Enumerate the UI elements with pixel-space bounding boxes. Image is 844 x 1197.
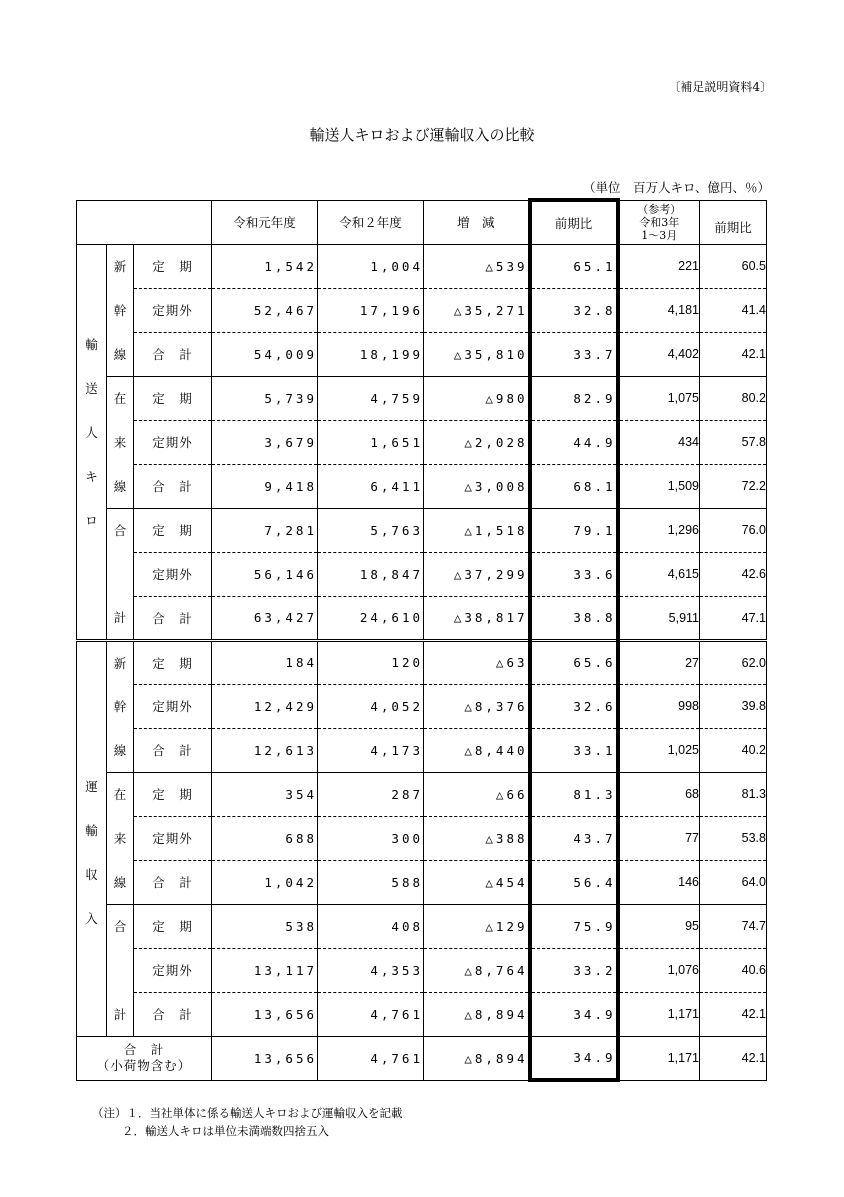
total-cell-r: 34.9: [530, 1036, 618, 1080]
cell-v2: 5,763: [318, 508, 424, 552]
cell-d: △8,440: [424, 728, 530, 772]
side-char: 収: [85, 866, 98, 882]
group-label: 線: [107, 728, 134, 772]
group-label: 線: [107, 860, 134, 904]
cell-d: △980: [424, 376, 530, 420]
cell-d: △2,028: [424, 420, 530, 464]
cell-qr: 39.8: [700, 684, 767, 728]
header-reference-title: （参考）: [637, 202, 682, 216]
cell-q: 1,171: [618, 992, 700, 1036]
cell-qr: 80.2: [700, 376, 767, 420]
side-char: 運: [85, 778, 98, 794]
cell-qr: 42.1: [700, 332, 767, 376]
group-label: [107, 552, 134, 596]
cell-r: 38.8: [530, 596, 618, 640]
cell-r: 32.6: [530, 684, 618, 728]
total-cell-v1: 13,656: [212, 1036, 318, 1080]
table-row: [77, 992, 767, 1036]
table-row: [77, 728, 767, 772]
cell-v1: 9,418: [212, 464, 318, 508]
cell-q: 27: [618, 640, 700, 684]
header-row: [77, 200, 767, 244]
total-label-main: 合 計: [123, 1042, 165, 1057]
cell-v2: 120: [318, 640, 424, 684]
cell-d: △35,271: [424, 288, 530, 332]
cell-r: 68.1: [530, 464, 618, 508]
cell-v1: 1,042: [212, 860, 318, 904]
row-label: 定 期: [134, 508, 212, 552]
total-label-sub: （小荷物含む）: [96, 1058, 192, 1073]
cell-v1: 52,467: [212, 288, 318, 332]
side-char: 輸: [85, 822, 98, 838]
row-label: 合 計: [134, 596, 212, 640]
total-cell-v2: 4,761: [318, 1036, 424, 1080]
cell-v1: 63,427: [212, 596, 318, 640]
table-row: [77, 508, 767, 552]
row-label: 定期外: [134, 948, 212, 992]
side-char: 送: [85, 380, 98, 396]
cell-d: △388: [424, 816, 530, 860]
cell-v2: 1,004: [318, 244, 424, 288]
header-reference-ratio: 前期比: [700, 200, 767, 244]
cell-qr: 74.7: [700, 904, 767, 948]
row-label: 定 期: [134, 376, 212, 420]
cell-q: 95: [618, 904, 700, 948]
cell-qr: 47.1: [700, 596, 767, 640]
table-row: [77, 596, 767, 640]
table-row: [77, 244, 767, 288]
group-label: 来: [107, 816, 134, 860]
row-label: 定 期: [134, 244, 212, 288]
cell-v2: 4,759: [318, 376, 424, 420]
cell-v2: 1,651: [318, 420, 424, 464]
header-fy2020: 令和２年度: [318, 200, 424, 244]
side-char: 輸: [85, 336, 98, 352]
group-label: 線: [107, 464, 134, 508]
cell-v2: 18,847: [318, 552, 424, 596]
cell-r: 33.2: [530, 948, 618, 992]
notes: [92, 1104, 403, 1140]
table-row: [77, 552, 767, 596]
cell-qr: 62.0: [700, 640, 767, 684]
total-label: [77, 1036, 212, 1080]
row-label: 合 計: [134, 860, 212, 904]
table-row: [77, 684, 767, 728]
cell-v2: 300: [318, 816, 424, 860]
passenger_km-side-label: [77, 244, 107, 640]
cell-d: △38,817: [424, 596, 530, 640]
table-row: [77, 640, 767, 684]
row-label: 定期外: [134, 420, 212, 464]
group-label: 合: [107, 904, 134, 948]
revenue-side-chars: [77, 642, 106, 953]
cell-d: △66: [424, 772, 530, 816]
cell-qr: 72.2: [700, 464, 767, 508]
cell-q: 1,296: [618, 508, 700, 552]
cell-qr: 41.4: [700, 288, 767, 332]
cell-d: △35,810: [424, 332, 530, 376]
group-label: 幹: [107, 684, 134, 728]
table-row: [77, 860, 767, 904]
cell-v2: 17,196: [318, 288, 424, 332]
cell-r: 43.7: [530, 816, 618, 860]
table-row: [77, 816, 767, 860]
cell-q: 4,402: [618, 332, 700, 376]
cell-r: 75.9: [530, 904, 618, 948]
header-change: 増 減: [424, 200, 530, 244]
cell-q: 4,615: [618, 552, 700, 596]
cell-d: △63: [424, 640, 530, 684]
header-blank: [77, 200, 212, 244]
cell-q: 68: [618, 772, 700, 816]
cell-d: △3,008: [424, 464, 530, 508]
cell-v1: 13,656: [212, 992, 318, 1036]
cell-v2: 4,761: [318, 992, 424, 1036]
cell-qr: 60.5: [700, 244, 767, 288]
cell-qr: 57.8: [700, 420, 767, 464]
cell-v1: 54,009: [212, 332, 318, 376]
cell-v2: 18,199: [318, 332, 424, 376]
cell-d: △37,299: [424, 552, 530, 596]
cell-v1: 1,542: [212, 244, 318, 288]
cell-d: △454: [424, 860, 530, 904]
group-label: 新: [107, 244, 134, 288]
cell-r: 65.1: [530, 244, 618, 288]
cell-q: 5,911: [618, 596, 700, 640]
row-label: 合 計: [134, 332, 212, 376]
row-label: 定期外: [134, 552, 212, 596]
passenger_km-side-chars: [77, 245, 106, 555]
group-label: 来: [107, 420, 134, 464]
cell-r: 65.6: [530, 640, 618, 684]
cell-v1: 12,613: [212, 728, 318, 772]
cell-qr: 64.0: [700, 860, 767, 904]
cell-d: △8,376: [424, 684, 530, 728]
cell-r: 32.8: [530, 288, 618, 332]
cell-q: 146: [618, 860, 700, 904]
header-reference: [618, 200, 700, 244]
cell-q: 4,181: [618, 288, 700, 332]
header-ratio: 前期比: [530, 200, 618, 244]
cell-qr: 53.8: [700, 816, 767, 860]
cell-q: 77: [618, 816, 700, 860]
cell-qr: 76.0: [700, 508, 767, 552]
header-reference-period: 1～3月: [641, 228, 678, 242]
cell-v2: 6,411: [318, 464, 424, 508]
cell-v1: 3,679: [212, 420, 318, 464]
cell-v2: 4,353: [318, 948, 424, 992]
cell-d: △1,518: [424, 508, 530, 552]
row-label: 定期外: [134, 684, 212, 728]
cell-r: 81.3: [530, 772, 618, 816]
side-char: 入: [85, 910, 98, 926]
cell-q: 998: [618, 684, 700, 728]
group-label: 幹: [107, 288, 134, 332]
header-reference-year: 令和3年: [639, 215, 680, 229]
cell-r: 79.1: [530, 508, 618, 552]
row-label: 定期外: [134, 288, 212, 332]
group-label: 合: [107, 508, 134, 552]
cell-q: 434: [618, 420, 700, 464]
cell-q: 221: [618, 244, 700, 288]
page-title: 輸送人キロおよび運輸収入の比較: [309, 126, 535, 144]
cell-q: 1,075: [618, 376, 700, 420]
cell-v1: 12,429: [212, 684, 318, 728]
cell-v2: 24,610: [318, 596, 424, 640]
cell-v1: 5,739: [212, 376, 318, 420]
group-label: 計: [107, 596, 134, 640]
table-row: [77, 288, 767, 332]
table-row: [77, 904, 767, 948]
cell-v2: 408: [318, 904, 424, 948]
cell-r: 56.4: [530, 860, 618, 904]
total-cell-qr: 42.1: [700, 1036, 767, 1080]
cell-v1: 13,117: [212, 948, 318, 992]
cell-qr: 42.1: [700, 992, 767, 1036]
table-row: [77, 948, 767, 992]
row-label: 合 計: [134, 728, 212, 772]
cell-d: △8,894: [424, 992, 530, 1036]
cell-v1: 7,281: [212, 508, 318, 552]
unit-label: （単位 百万人キロ、億円、％）: [582, 180, 770, 195]
cell-d: △8,764: [424, 948, 530, 992]
group-label: [107, 948, 134, 992]
table-row: [77, 376, 767, 420]
cell-qr: 42.6: [700, 552, 767, 596]
cell-r: 33.6: [530, 552, 618, 596]
note-2: ２．輸送人キロは単位未満端数四捨五入: [122, 1124, 329, 1138]
cell-qr: 81.3: [700, 772, 767, 816]
cell-v1: 688: [212, 816, 318, 860]
side-char: キ: [85, 468, 98, 484]
revenue-side-label: [77, 640, 107, 1036]
cell-r: 33.7: [530, 332, 618, 376]
table-row: [77, 420, 767, 464]
cell-qr: 40.6: [700, 948, 767, 992]
table-row: [77, 772, 767, 816]
cell-v2: 588: [318, 860, 424, 904]
cell-q: 1,076: [618, 948, 700, 992]
table-row: [77, 464, 767, 508]
cell-r: 34.9: [530, 992, 618, 1036]
row-label: 定期外: [134, 816, 212, 860]
total-cell-d: △8,894: [424, 1036, 530, 1080]
cell-q: 1,509: [618, 464, 700, 508]
group-label: 計: [107, 992, 134, 1036]
cell-v1: 538: [212, 904, 318, 948]
cell-v2: 287: [318, 772, 424, 816]
group-label: 新: [107, 640, 134, 684]
cell-v1: 56,146: [212, 552, 318, 596]
cell-d: △539: [424, 244, 530, 288]
reference-label: 〔補足説明資料4〕: [668, 80, 772, 94]
cell-r: 33.1: [530, 728, 618, 772]
total-row: [77, 1036, 767, 1080]
group-label: 在: [107, 772, 134, 816]
total-cell-q: 1,171: [618, 1036, 700, 1080]
row-label: 定 期: [134, 640, 212, 684]
cell-v1: 354: [212, 772, 318, 816]
cell-v1: 184: [212, 640, 318, 684]
row-label: 合 計: [134, 464, 212, 508]
header-fy2019: 令和元年度: [212, 200, 318, 244]
row-label: 合 計: [134, 992, 212, 1036]
side-char: 人: [85, 424, 98, 440]
comparison-table: [76, 198, 767, 1082]
side-char: ロ: [85, 512, 98, 528]
group-label: 在: [107, 376, 134, 420]
row-label: 定 期: [134, 772, 212, 816]
cell-v2: 4,173: [318, 728, 424, 772]
table-row: [77, 332, 767, 376]
cell-r: 82.9: [530, 376, 618, 420]
cell-qr: 40.2: [700, 728, 767, 772]
cell-r: 44.9: [530, 420, 618, 464]
group-label: 線: [107, 332, 134, 376]
note-1: （注）１．当社単体に係る輸送人キロおよび運輸収入を記載: [92, 1106, 403, 1120]
cell-q: 1,025: [618, 728, 700, 772]
row-label: 定 期: [134, 904, 212, 948]
cell-d: △129: [424, 904, 530, 948]
cell-v2: 4,052: [318, 684, 424, 728]
